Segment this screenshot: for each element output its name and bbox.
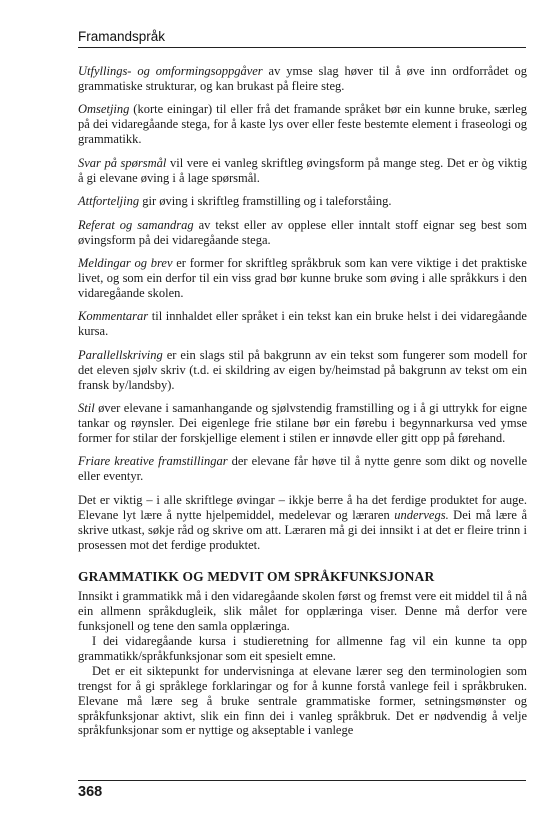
definition-paragraph	[78, 102, 527, 147]
section-paragraph: Det er eit siktepunkt for undervisninga at elevane lærer seg den terminologien som trengst for å gi språklege forklaringar og for å kunne forstå vanlege feil i språkbruken. Elevane må lære seg å bruke sentrale grammatiske former, setningsmønster og språkfunksjonar aktivt, slik ein finn dei i vanleg språkbruk. Det er nødvendig å velje språkfunksjonar som er nyttige og akseptable i vanlege	[78, 663, 527, 738]
definition-text: av tekst eller av opplese eller inntalt stoff eignar seg best som øvingsform på dei vidaregåande stega.	[78, 217, 527, 247]
definition-term: Svar på spørsmål	[78, 155, 167, 170]
closing-text-after: Dei må lære å skrive utkast, søkje råd og skrive om att. Læraren må gi dei innsikt i at det er fleire trinn i prosessen mot det ferdige produktet.	[78, 507, 527, 552]
definition-term: Attforteljing	[78, 194, 140, 209]
definition-paragraph	[78, 156, 527, 186]
definition-paragraph	[78, 454, 527, 484]
running-header-title: Framandspråk	[78, 29, 166, 44]
definition-term: Kommentarar	[78, 309, 149, 324]
definition-text: der elevane får høve til å nytte genre som dikt og novelle eller eventyr.	[78, 454, 527, 484]
definition-term: Referat og samandrag	[78, 217, 194, 232]
definition-term: Friare kreative framstillingar	[78, 454, 228, 469]
definition-text: (korte einingar) til eller frå det framande språket bør ein kunne bruke, særleg på dei vidaregåande stega, for å kaste lys over eller feste bestemte element i fraseologi og grammatikk.	[78, 102, 527, 147]
closing-emphasis: undervegs.	[394, 507, 449, 522]
section-paragraph: Innsikt i grammatikk må i den vidaregåande skolen først og fremst vere eit middel til å nå ein allmenn språkdugleik, slik målet for opplæringa viser. Denne må derfor vere funksjonell og tene den samla opplæringa.	[78, 589, 527, 634]
definition-term: Utfyllings- og omformingsoppgåver	[78, 64, 263, 78]
definition-text: til innhaldet eller språket i ein tekst kan ein bruke helst i dei vidaregåande kursa.	[78, 309, 527, 339]
footer-rule	[78, 780, 526, 781]
definition-paragraph	[78, 309, 527, 339]
definition-term: Meldingar og brev	[78, 256, 173, 271]
page-content	[78, 64, 527, 738]
definition-text: øver elevane i samanhangande og sjølvstendig framstilling og i å gi uttrykk for eigne tankar og røynsler. Dei eigenlege frie stilane bør ein førebu i begynnarkursa ved ymse former for stilar der forskjellige element i stilen er innøvde eller gitt opp på førehand.	[78, 401, 527, 445]
section-heading: GRAMMATIKK OG MEDVIT OM SPRÅKFUNKSJONAR	[78, 569, 435, 585]
page-footer	[78, 780, 526, 800]
definition-paragraph	[78, 218, 527, 248]
definition-paragraph	[78, 401, 527, 446]
closing-paragraph	[78, 493, 527, 553]
header-rule	[78, 47, 526, 48]
definition-term: Omsetjing	[78, 102, 130, 117]
definition-term: Parallellskriving	[78, 347, 163, 362]
definition-text: vil vere ei vanleg skriftleg øvingsform på mange steg. Det er òg viktig å gi elevane øving i å lage spørsmål.	[78, 155, 527, 185]
definition-text: gir øving i skriftleg framstilling og i taleforståing.	[139, 194, 392, 209]
closing-text-before: Det er viktig – i alle skriftlege øvingar – ikkje berre å ha det ferdige produktet for auge. Elevane lyt lære å nytte hjelpemiddel, medelevar og læraren	[78, 492, 527, 522]
definition-paragraph	[78, 194, 527, 209]
page-header	[78, 29, 526, 48]
definition-paragraph	[78, 256, 527, 301]
section-paragraph: I dei vidaregåande kursa i studieretning for allmenne fag vil ein kunne ta opp grammatikk/språkfunksjonar som eit spesielt emne.	[78, 634, 527, 663]
definition-paragraph	[78, 348, 527, 393]
definition-text: av ymse slag høver til å øve inn ordforrådet og grammatiske strukturar, og kan brukast på fleire steg.	[78, 64, 527, 93]
page-number: 368	[78, 784, 103, 800]
definition-paragraph	[78, 64, 527, 94]
definition-term: Stil	[78, 401, 95, 416]
definition-text: er ein slags stil på bakgrunn av ein tekst som fungerer som modell for det eleven sjølv skriv (t.d. ei skildring av eigen by/heimstad på bakgrunn av tekst om ein fransk by/landsby).	[78, 347, 527, 392]
definition-text: er former for skriftleg språkbruk som kan vere viktige i det praktiske livet, og som ein derfor til ein viss grad bør kunne bruke som øving i alle språkkurs i den vidaregåande skolen.	[78, 256, 527, 300]
